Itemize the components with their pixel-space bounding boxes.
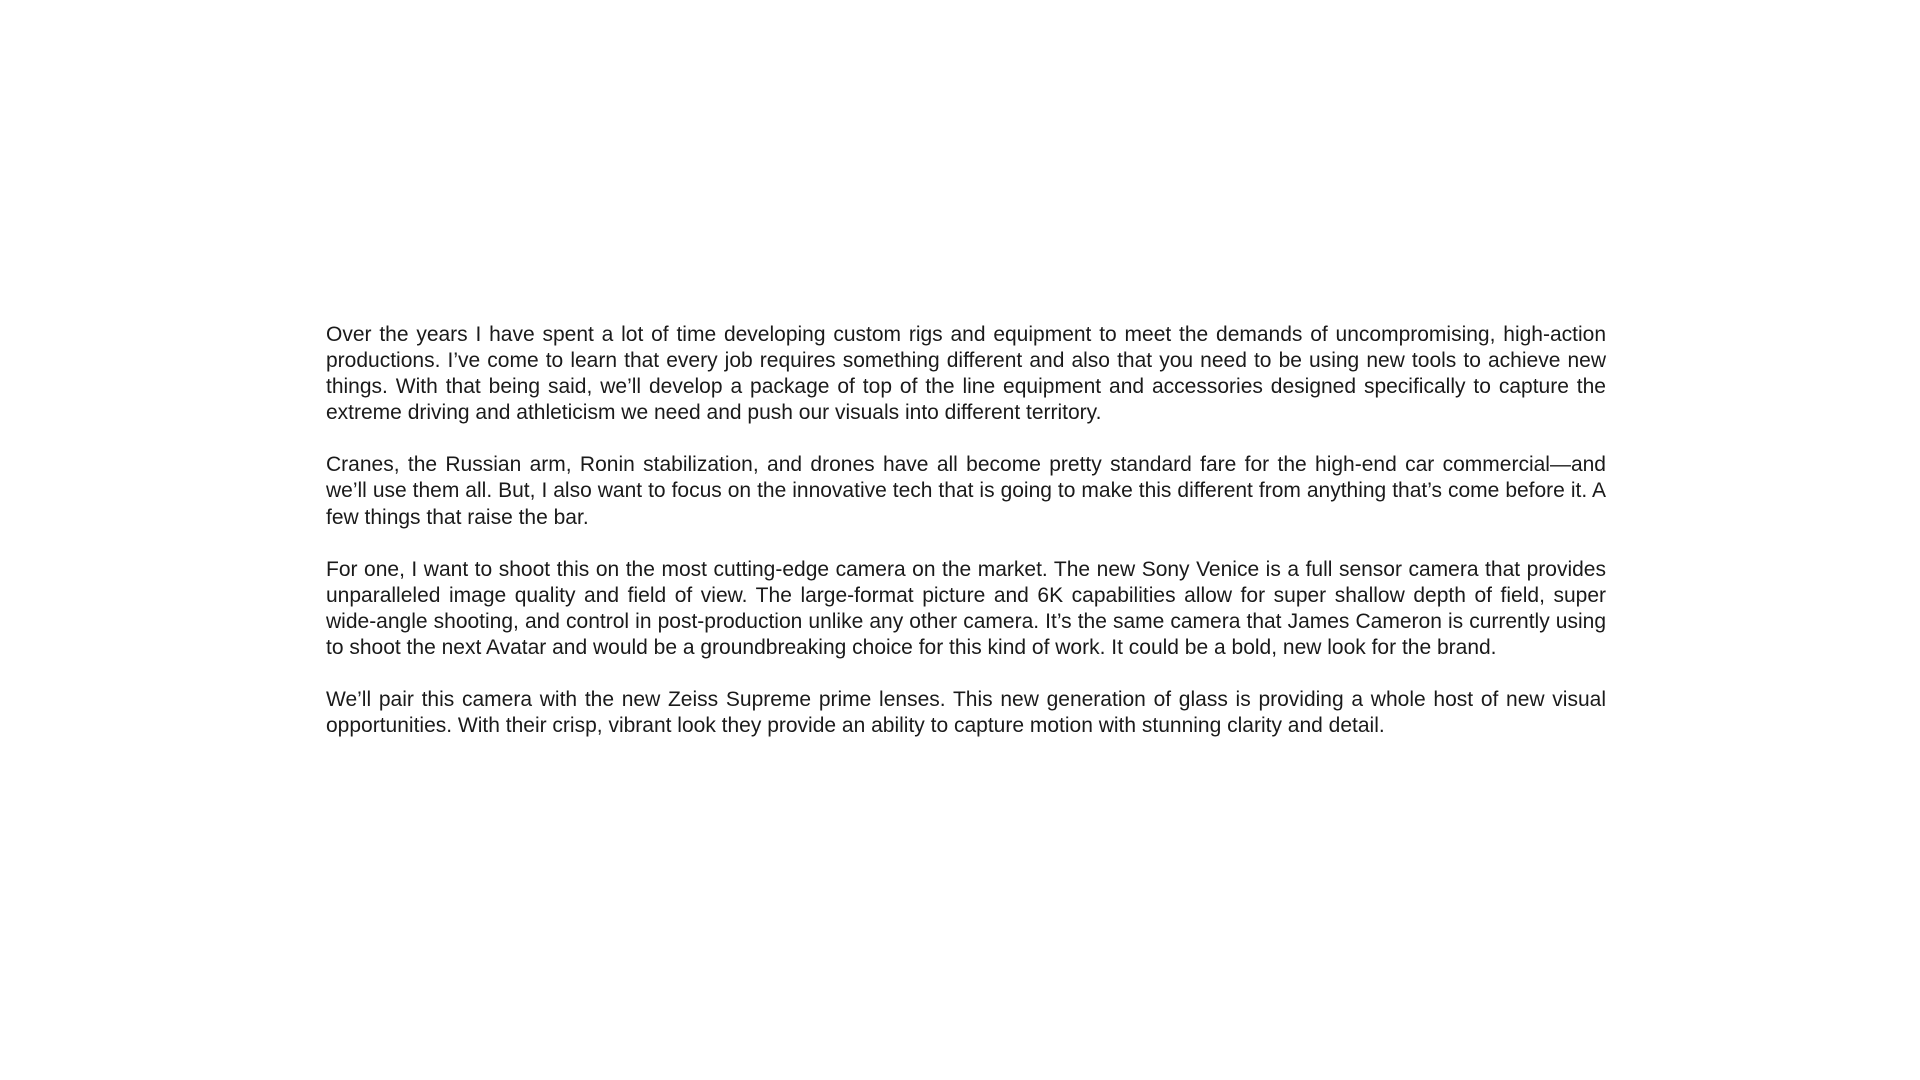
paragraph-zeiss-lenses: We’ll pair this camera with the new Zeiss Supreme prime lenses. This new generation of glass is providing a whole host of new visual opportunities. With their crisp, vibrant look they provide an ability to capture motion with stunning clarity and detail. [326, 688, 1606, 738]
paragraph-standard-gear: Cranes, the Russian arm, Ronin stabilization, and drones have all become pretty standard fare for the high-end car commercial—and we’ll use them all. But, I also want to focus on the innovative tech that is going to make this different from anything that’s come before it. A few things that raise the bar. [326, 453, 1606, 529]
paragraph-equipment-intro: Over the years I have spent a lot of time developing custom rigs and equipment to meet the demands of uncompromising, high-action productions. I’ve come to learn that every job requires something different and also that you need to be using new tools to achieve new things. With that being said, we’ll develop a package of top of the line equipment and accessories designed specifically to capture the extreme driving and athleticism we need and push our visuals into different territory. [326, 323, 1606, 425]
body-text [326, 322, 1606, 739]
paragraph-sony-venice: For one, I want to shoot this on the most cutting-edge camera on the market. The new Sony Venice is a full sensor camera that provides unparalleled image quality and field of view. The large-format picture and 6K capabilities allow for super shallow depth of field, super wide-angle shooting, and control in post-production unlike any other camera. It’s the same camera that James Cameron is currently using to shoot the next Avatar and would be a groundbreaking choice for this kind of work. It could be a bold, new look for the brand. [326, 557, 1606, 659]
